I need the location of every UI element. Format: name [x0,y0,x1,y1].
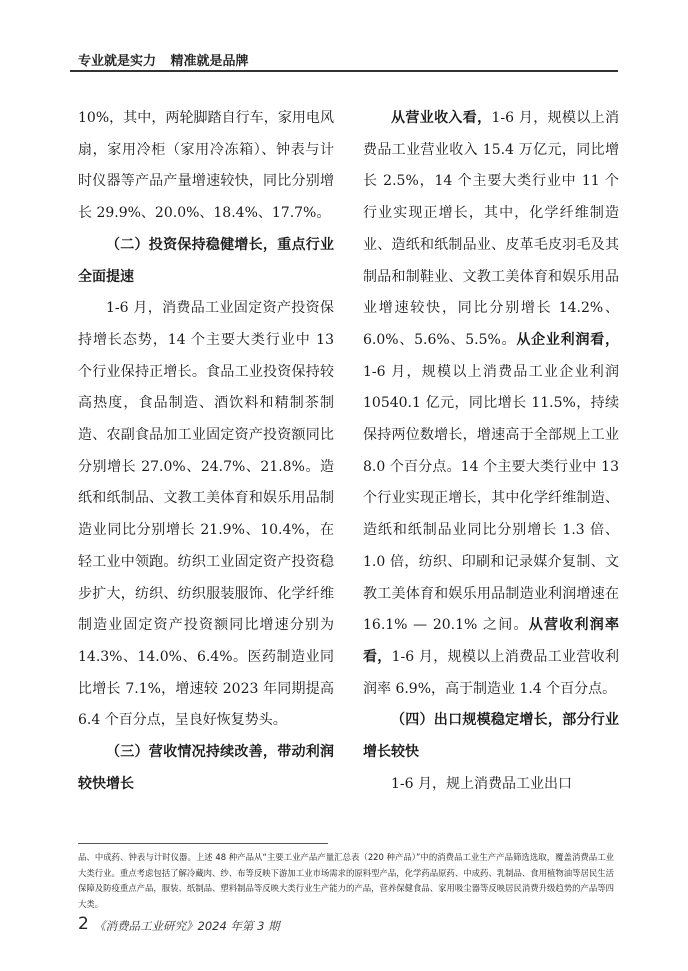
right-column [363,103,619,800]
header-rule [70,70,618,72]
journal-name: 《消费品工业研究》2024 年第 3 期 [94,919,280,933]
revenue-text: 1-6 月，规模以上消费品工业营业收入 15.4 万亿元，同比增长 2.5%，14 个主要大类行业中 11 个行业实现正增长，其中，化学纤维制造业、造纸和纸制品业、皮革毛皮羽毛及其制品和制鞋业、文教工美体育和娱乐用品业增速较快，同比分别增长 14.2%、6.0%、5.6%、5.5%。 [363,110,619,348]
header-slogan-2: 精准就是品牌 [170,54,249,69]
page-number: 2 [78,914,89,934]
lead-profit: 从企业利润看， [516,331,620,348]
right-paragraph-1 [363,103,619,705]
left-column [78,103,334,800]
footnote-rule [78,843,328,844]
section-heading-4: （四）出口规模稳定增长，部分行业增长较快 [363,712,619,761]
right-paragraph-2: 1-6 月，规上消费品工业出口 [391,775,572,792]
left-paragraph-2: 1-6 月，消费品工业固定资产投资保持增长态势，14 个主要大类行业中 13 个行业保持正增长。食品工业投资保持较高热度，食品制造、酒饮料和精制茶制造、农副食品加工业固定资产投资额同比分别增长 27.0%、24.7%、21.8%。造纸和纸制品、文教工美体育和娱乐用品制造业同比分别增长 21.9%、10.4%，在轻工业中领跑。纺织工业固定资产投资稳步扩大，纺织、纺织服装服饰、化学纤维制造业固定资产投资额同比增速分别为 14.3%、14.0%、6.4%。医药制造业同比增长 7.1%，增速较 2023 年同期提高 6.4 个百分点，呈良好恢复势头。 [78,300,334,729]
profit-text: 1-6 月，规模以上消费品工业企业利润 10540.1 亿元，同比增长 11.5%，持续保持两位数增长，增速高于全部规上工业 8.0 个百分点。14 个主要大类行业中 13 个行业实现正增长，其中化学纤维制造、造纸和纸制品业同比分别增长 1.3 倍、1.0 倍，纺织、印刷和记录媒介复制、文教工美体育和娱乐用品制造业利润增速在 16.1% — 20.1% 之间。 [363,363,619,634]
lead-margin: 从营收利润率看， [363,617,619,665]
header-slogan-1: 专业就是实力 [78,54,157,69]
running-header [78,50,259,69]
margin-text: 1-6 月，规模以上消费品工业营收利润率 6.9%，高于制造业 1.4 个百分点。 [363,648,619,697]
section-heading-2: （二）投资保持稳健增长，重点行业全面提速 [78,236,334,285]
lead-revenue: 从营业收入看， [391,110,492,126]
section-heading-3: （三）营收情况持续改善，带动利润较快增长 [78,744,334,792]
left-paragraph-1: 10%，其中，两轮脚踏自行车，家用电风扇，家用冷柜（家用冷冻箱）、钟表与计时仪器等产品产量增速较快，同比分别增长 29.9%、20.0%、18.4%、17.7%。 [78,110,334,222]
footnote: 品、中成药、钟表与计时仪器。上述 48 种产品从“主要工业产品产量汇总表（220 种产品）”中的消费品工业生产产品筛选选取，覆盖消费品工业大类行业。重点考虑包括了解冷藏肉、纱、布等反映下游加工业市场需求的原料型产品，化学药品原药、中成药、乳制品、食用植物油等居民生活保障及防疫重点产品，服装、纸制品、塑料制品等反映大类行业生产能力的产品，营养保健食品、家用吸尘器等反映居民消费升级趋势的产品等四大类。 [78,852,614,909]
